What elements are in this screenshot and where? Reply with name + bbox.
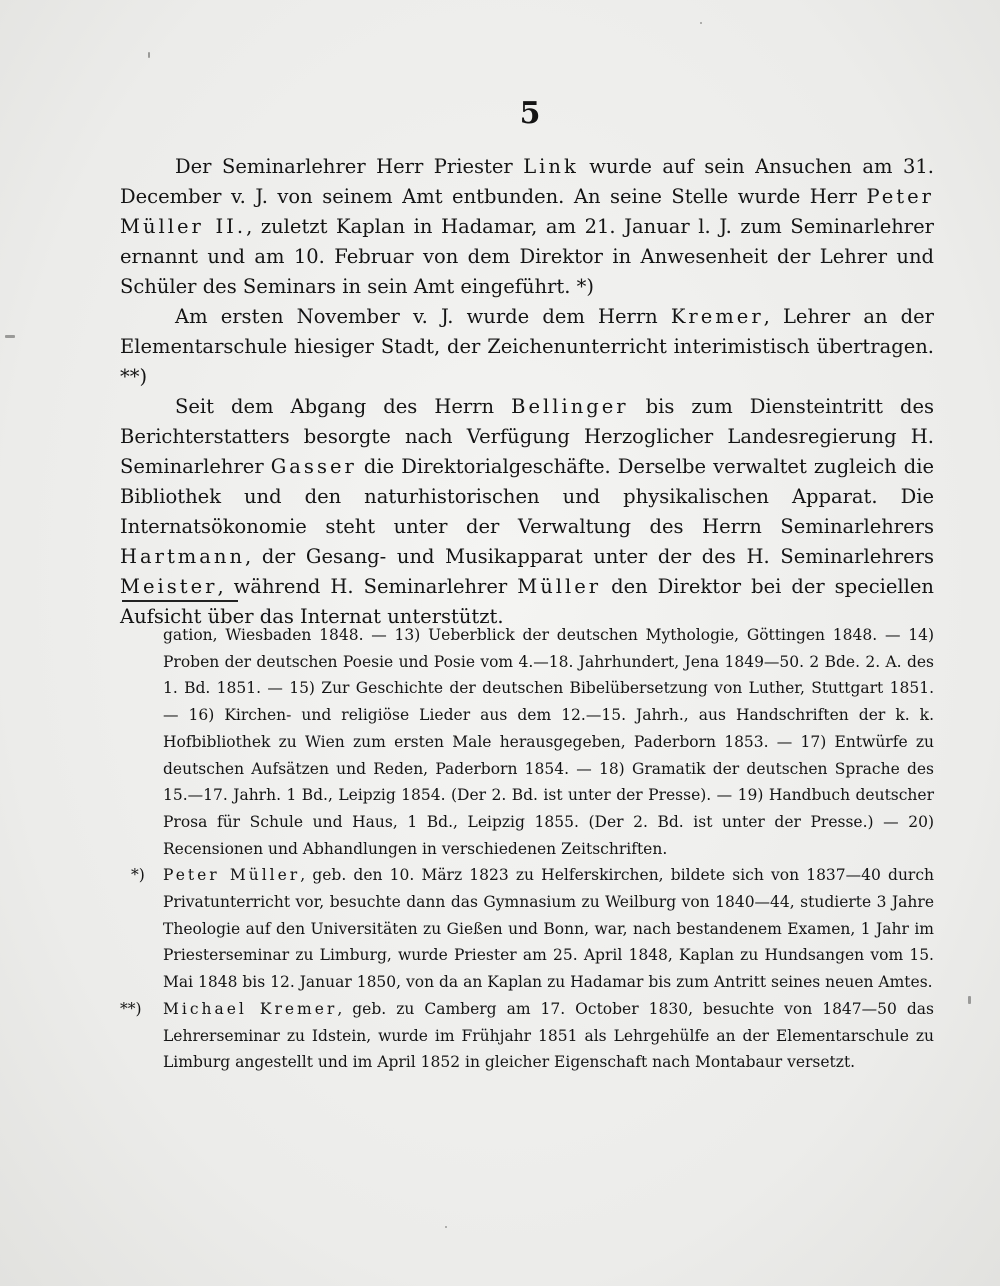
footnote-1: *) Peter Müller, geb. den 10. März 1823 zu Helferskirchen, bildete sich von 1837—40 durch Privatunterricht vor, besuchte dann das Gymnasium zu Weilburg von 1840—44, studierte 3 Jahre Theologie auf den Universitäten zu Gießen und Bonn, war, nach bestandenem Examen, 1 Jahr im Priesterseminar zu Limburg, wurde Priester am 25. April 1848, Kaplan zu Hundsangen vom 15. Mai 1848 bis 12. Januar 1850, von da an Kaplan zu Hadamar bis zum Antritt seines neuen Amtes. [163,862,934,996]
paper-speck [5,335,15,338]
name-bellinger: Bellinger [511,395,629,418]
name-meister: Meister [120,575,218,598]
footnote-continuation: gation, Wiesbaden 1848. — 13) Ueberblick der deutschen Mythologie, Göttingen 1848. — 14) Proben der deutschen Poesie und Posie vom 4.—18. Jahrhundert, Jena 1849—50. 2 Bde. 2. A. des 1. Bd. 1851. — 15) Zur Geschichte der deutschen Bibelübersetzung von Luther, Stuttgart 1851. — 16) Kirchen- und religiöse Lieder aus dem 12.—15. Jahrh., aus Handschriften der k. k. Hofbibliothek zu Wien zum ersten Male herausgegeben, Paderborn 1853. — 17) Entwürfe zu deutschen Aufsätzen und Reden, Paderborn 1854. — 18) Gramatik der deutschen Sprache des 15.—17. Jahrh. 1 Bd., Leipzig 1854. (Der 2. Bd. ist unter der Presse). — 19) Handbuch deutscher Prosa für Schule und Haus, 1 Bd., Leipzig 1855. (Der 2. Bd. ist unter der Presse.) — 20) Recensionen und Abhandlungen in verschiedenen Zeitschriften. [163,626,934,858]
name-kremer: Kremer [670,305,764,328]
name-hartmann: Hartmann [120,545,246,568]
name-link: Link [523,155,579,178]
paper-speck [445,1226,447,1228]
paper-speck [148,52,150,58]
footnote-2-name: Michael Kremer [163,999,338,1018]
paper-speck [700,22,702,24]
name-mueller: Müller [517,575,602,598]
name-peter-mueller: Peter Müller II. [120,185,934,238]
footnotes [120,622,935,1076]
paragraph-1: Der Seminarlehrer Herr Priester Link wurde auf sein Ansuchen am 31. December v. J. von seinem Amt entbunden. An seine Stelle wurde Herr Peter Müller II., zuletzt Kaplan in Hadamar, am 21. Januar l. J. zum Seminarlehrer ernannt und am 10. Februar von dem Direktor in Anwesenheit der Lehrer und Schüler des Seminars in sein Amt eingeführt. *) [120,155,934,298]
footnote-1-name: Peter Müller [163,866,301,885]
footnote-divider [122,600,238,602]
main-text [120,152,934,632]
footnote-2-marker: **) [120,999,142,1018]
footnote-2: **) Michael Kremer, geb. zu Camberg am 17. October 1830, besuchte von 1847—50 das Lehrerseminar zu Idstein, wurde im Frühjahr 1851 als Lehrgehülfe an der Elementarschule zu Limburg angestellt und im April 1852 in gleicher Eigenschaft nach Montabaur versetzt. [163,996,934,1076]
paper-speck [968,996,971,1004]
paragraph-2: Am ersten November v. J. wurde dem Herrn Kremer, Lehrer an der Elementarschule hiesiger Stadt, der Zeichenunterricht interimistisch übertragen. **) [120,305,934,388]
paragraph-3: Seit dem Abgang des Herrn Bellinger bis zum Diensteintritt des Berichterstatters besorgte nach Verfügung Herzoglicher Landesregierung H. Seminarlehrer Gasser die Direktorialgeschäfte. Derselbe verwaltet zugleich die Bibliothek und den naturhistorischen und physikalischen Apparat. Die Internatsökonomie steht unter der Verwaltung des Herrn Seminarlehrers Hartmann, der Gesang- und Musikapparat unter der des H. Seminarlehrers Meister, während H. Seminarlehrer Müller den Direktor bei der speciellen Aufsicht über das Internat unterstützt. [120,395,935,628]
footnote-1-marker: *) [131,866,145,885]
name-gasser: Gasser [270,455,357,478]
page-number: 5 [519,96,541,131]
